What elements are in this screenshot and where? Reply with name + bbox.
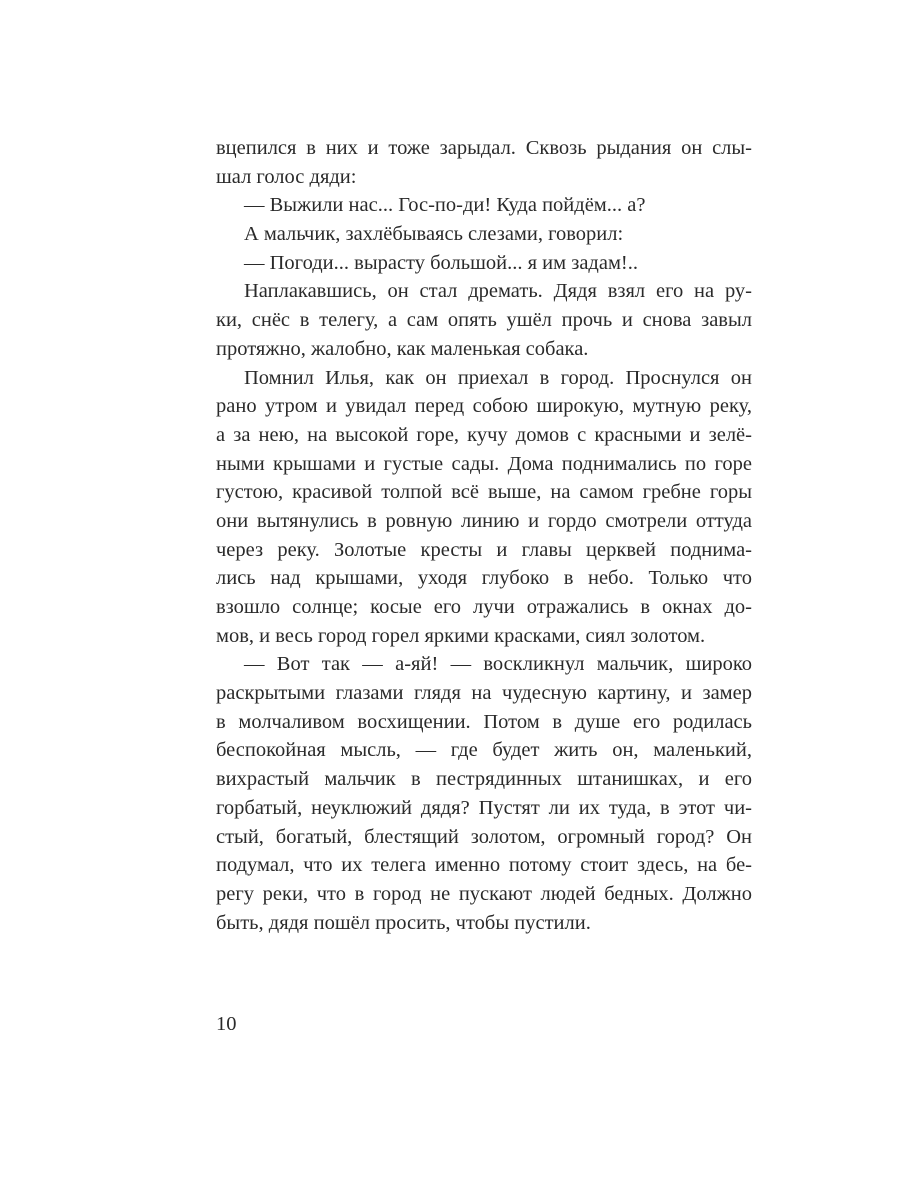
text-line: они вытянулись в ровную линию и гордо смотрели оттуда — [216, 509, 752, 532]
text-line: а за нею, на высокой горе, кучу домов с красными и зелё- — [216, 423, 752, 446]
text-line: Помнил Илья, как он приехал в город. Проснулся он — [244, 366, 752, 389]
text-line: — Погоди... вырасту большой... я им задам!.. — [244, 251, 638, 274]
text-line: рано утром и увидал перед собою широкую, мутную реку, — [216, 395, 752, 418]
text-line: раскрытыми глазами глядя на чудесную картину, и замер — [216, 682, 752, 705]
page-number: 10 — [216, 1013, 237, 1035]
text-line: ными крышами и густые сады. Дома поднимались по горе — [216, 452, 752, 475]
text-line: — Вот так — а-яй! — воскликнул мальчик, широко — [244, 653, 752, 676]
text-line: взошло солнце; косые его лучи отражались в окнах до- — [216, 596, 752, 618]
text-line: ки, снёс в телегу, а сам опять ушёл прочь и снова завыл — [216, 309, 752, 332]
text-line: подумал, что их телега именно потому стоит здесь, на бе- — [216, 854, 752, 877]
text-line: Наплакавшись, он стал дремать. Дядя взял его на ру- — [244, 280, 752, 303]
text-line: вцепился в них и тоже зарыдал. Сквозь рыдания он слы- — [216, 137, 752, 159]
text-line: — Выжили нас... Гос-по-ди! Куда пойдём... а? — [244, 194, 646, 217]
text-line: горбатый, неуклюжий дядя? Пустят ли их туда, в этот чи- — [216, 796, 752, 819]
text-line: вихрастый мальчик в пестрядинных штанишках, и его — [216, 768, 752, 791]
text-line: через реку. Золотые кресты и главы церквей поднима- — [216, 538, 752, 561]
text-line: мов, и весь город горел яркими красками, сиял золотом. — [216, 624, 706, 647]
text-line: лись над крышами, уходя глубоко в небо. Только что — [216, 567, 752, 590]
text-line: быть, дядя пошёл просить, чтобы пустили. — [216, 911, 591, 934]
text-line: в молчаливом восхищении. Потом в душе его родилась — [216, 710, 752, 733]
text-line: протяжно, жалобно, как маленькая собака. — [216, 337, 589, 360]
text-line: А мальчик, захлёбываясь слезами, говорил: — [244, 223, 624, 246]
text-line: беспокойная мысль, — где будет жить он, маленький, — [216, 739, 752, 762]
text-line: регу реки, что в город не пускают людей бедных. Должно — [216, 882, 752, 905]
body-text — [216, 134, 752, 937]
text-line: густою, красивой толпой всё выше, на самом гребне горы — [216, 481, 752, 504]
text-line: стый, богатый, блестящий золотом, огромный город? Он — [216, 825, 752, 848]
text-line: шал голос дяди: — [216, 165, 357, 188]
